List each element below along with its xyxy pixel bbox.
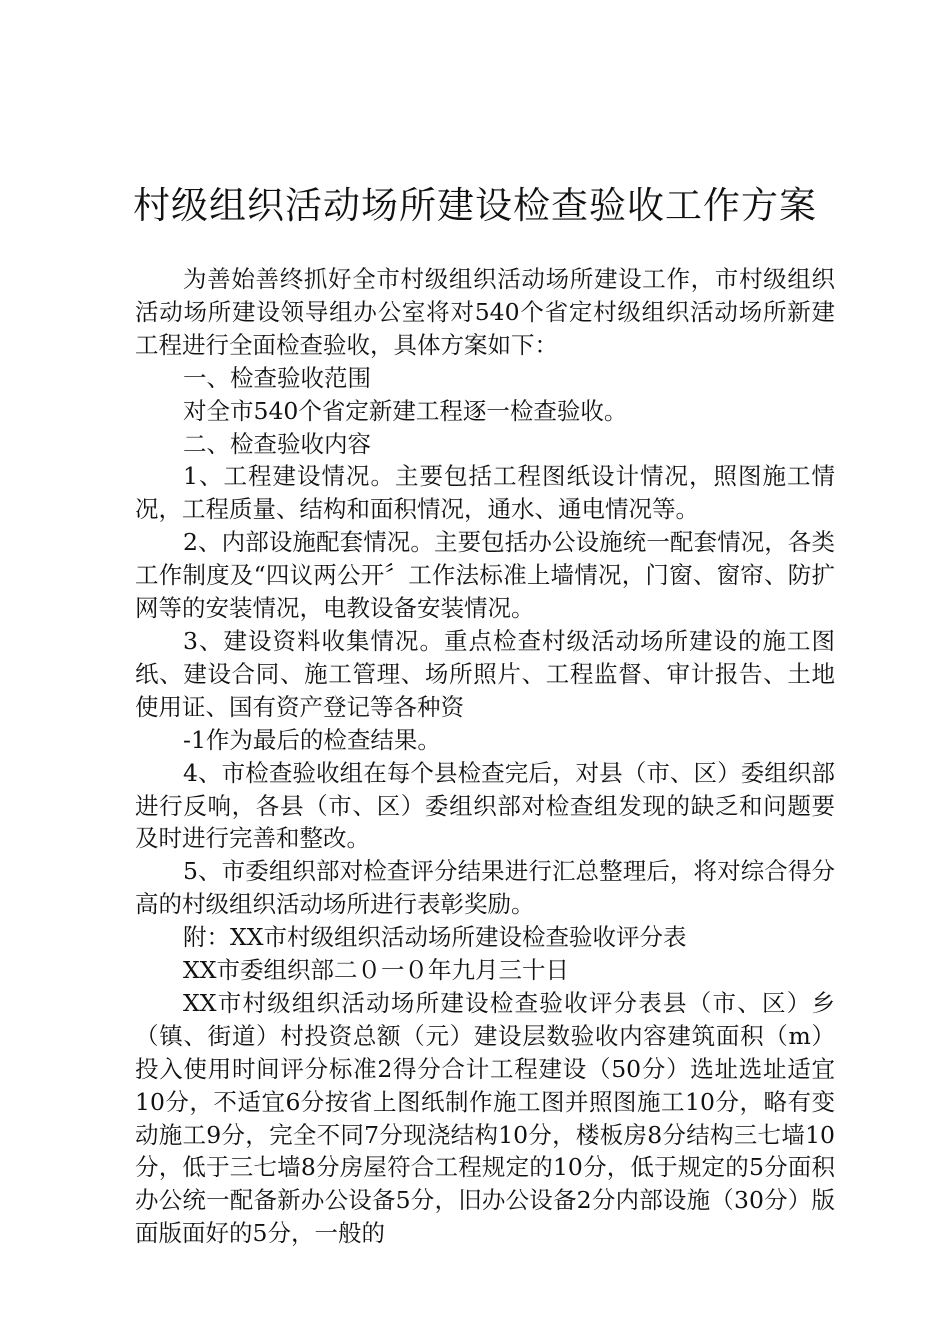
attachment-note: 附：XX市村级组织活动场所建设检查验收评分表 <box>183 923 687 952</box>
content-item-2: 2、内部设施配套情况。主要包括办公设施统一配套情况，各类工作制度及“四议两公开〞工作法标准上墙情况，门窗、窗帘、防扩网等的安装情况，电教设备安装情况。 <box>135 528 835 623</box>
content-item-4: 4、市检查验收组在每个县检查完后，对县（市、区）委组织部进行反响，各县（市、区）委组织部对检查组发现的缺乏和问题要及时进行完善和整改。 <box>135 758 835 853</box>
signature-date: XX市委组织部二０一０年九月三十日 <box>183 956 569 985</box>
page-break-fragment: -1作为最后的检查结果。 <box>183 725 441 754</box>
content-item-5: 5、市委组织部对检查评分结果进行汇总整理后，将对综合得分高的村级组织活动场所进行表彰奖励。 <box>135 857 835 919</box>
document-body <box>135 263 835 1250</box>
scope-paragraph: 对全市540个省定新建工程逐一检查验收。 <box>183 396 628 425</box>
intro-paragraph: 为善始善终抓好全市村级组织活动场所建设工作，市村级组织活动场所建设领导组办公室将对540个省定村级组织活动场所新建工程进行全面检查验收，具体方案如下： <box>135 265 835 359</box>
scoring-table-text: XX市村级组织活动场所建设检查验收评分表县（市、区）乡（镇、街道）村投资总额（元）建设层数验收内容建筑面积（m）投入使用时间评分标准2得分合计工程建设（50分）选址选址适宜10分，不适宜6分按省上图纸制作施工图并照图施工10分，略有变动施工9分，完全不同7分现浇结构10分，楼板房8分结构三七墙10分，低于三七墙8分房屋符合工程规定的10分，低于规定的5分面积办公统一配备新办公设备5分，旧办公设备2分内部设施（30分）版面版面好的5分，一般的 <box>135 988 835 1248</box>
content-item-1: 1、工程建设情况。主要包括工程图纸设计情况，照图施工情况，工程质量、结构和面积情况，通水、通电情况等。 <box>135 462 835 524</box>
document-title: 村级组织活动场所建设检查验收工作方案 <box>133 184 817 227</box>
section-heading-scope: 一、检查验收范围 <box>183 363 371 392</box>
section-heading-content: 二、检查验收内容 <box>183 429 371 458</box>
content-item-3: 3、建设资料收集情况。重点检查村级活动场所建设的施工图纸、建设合同、施工管理、场所照片、工程监督、审计报告、土地使用证、国有资产登记等各种资 <box>135 626 835 721</box>
